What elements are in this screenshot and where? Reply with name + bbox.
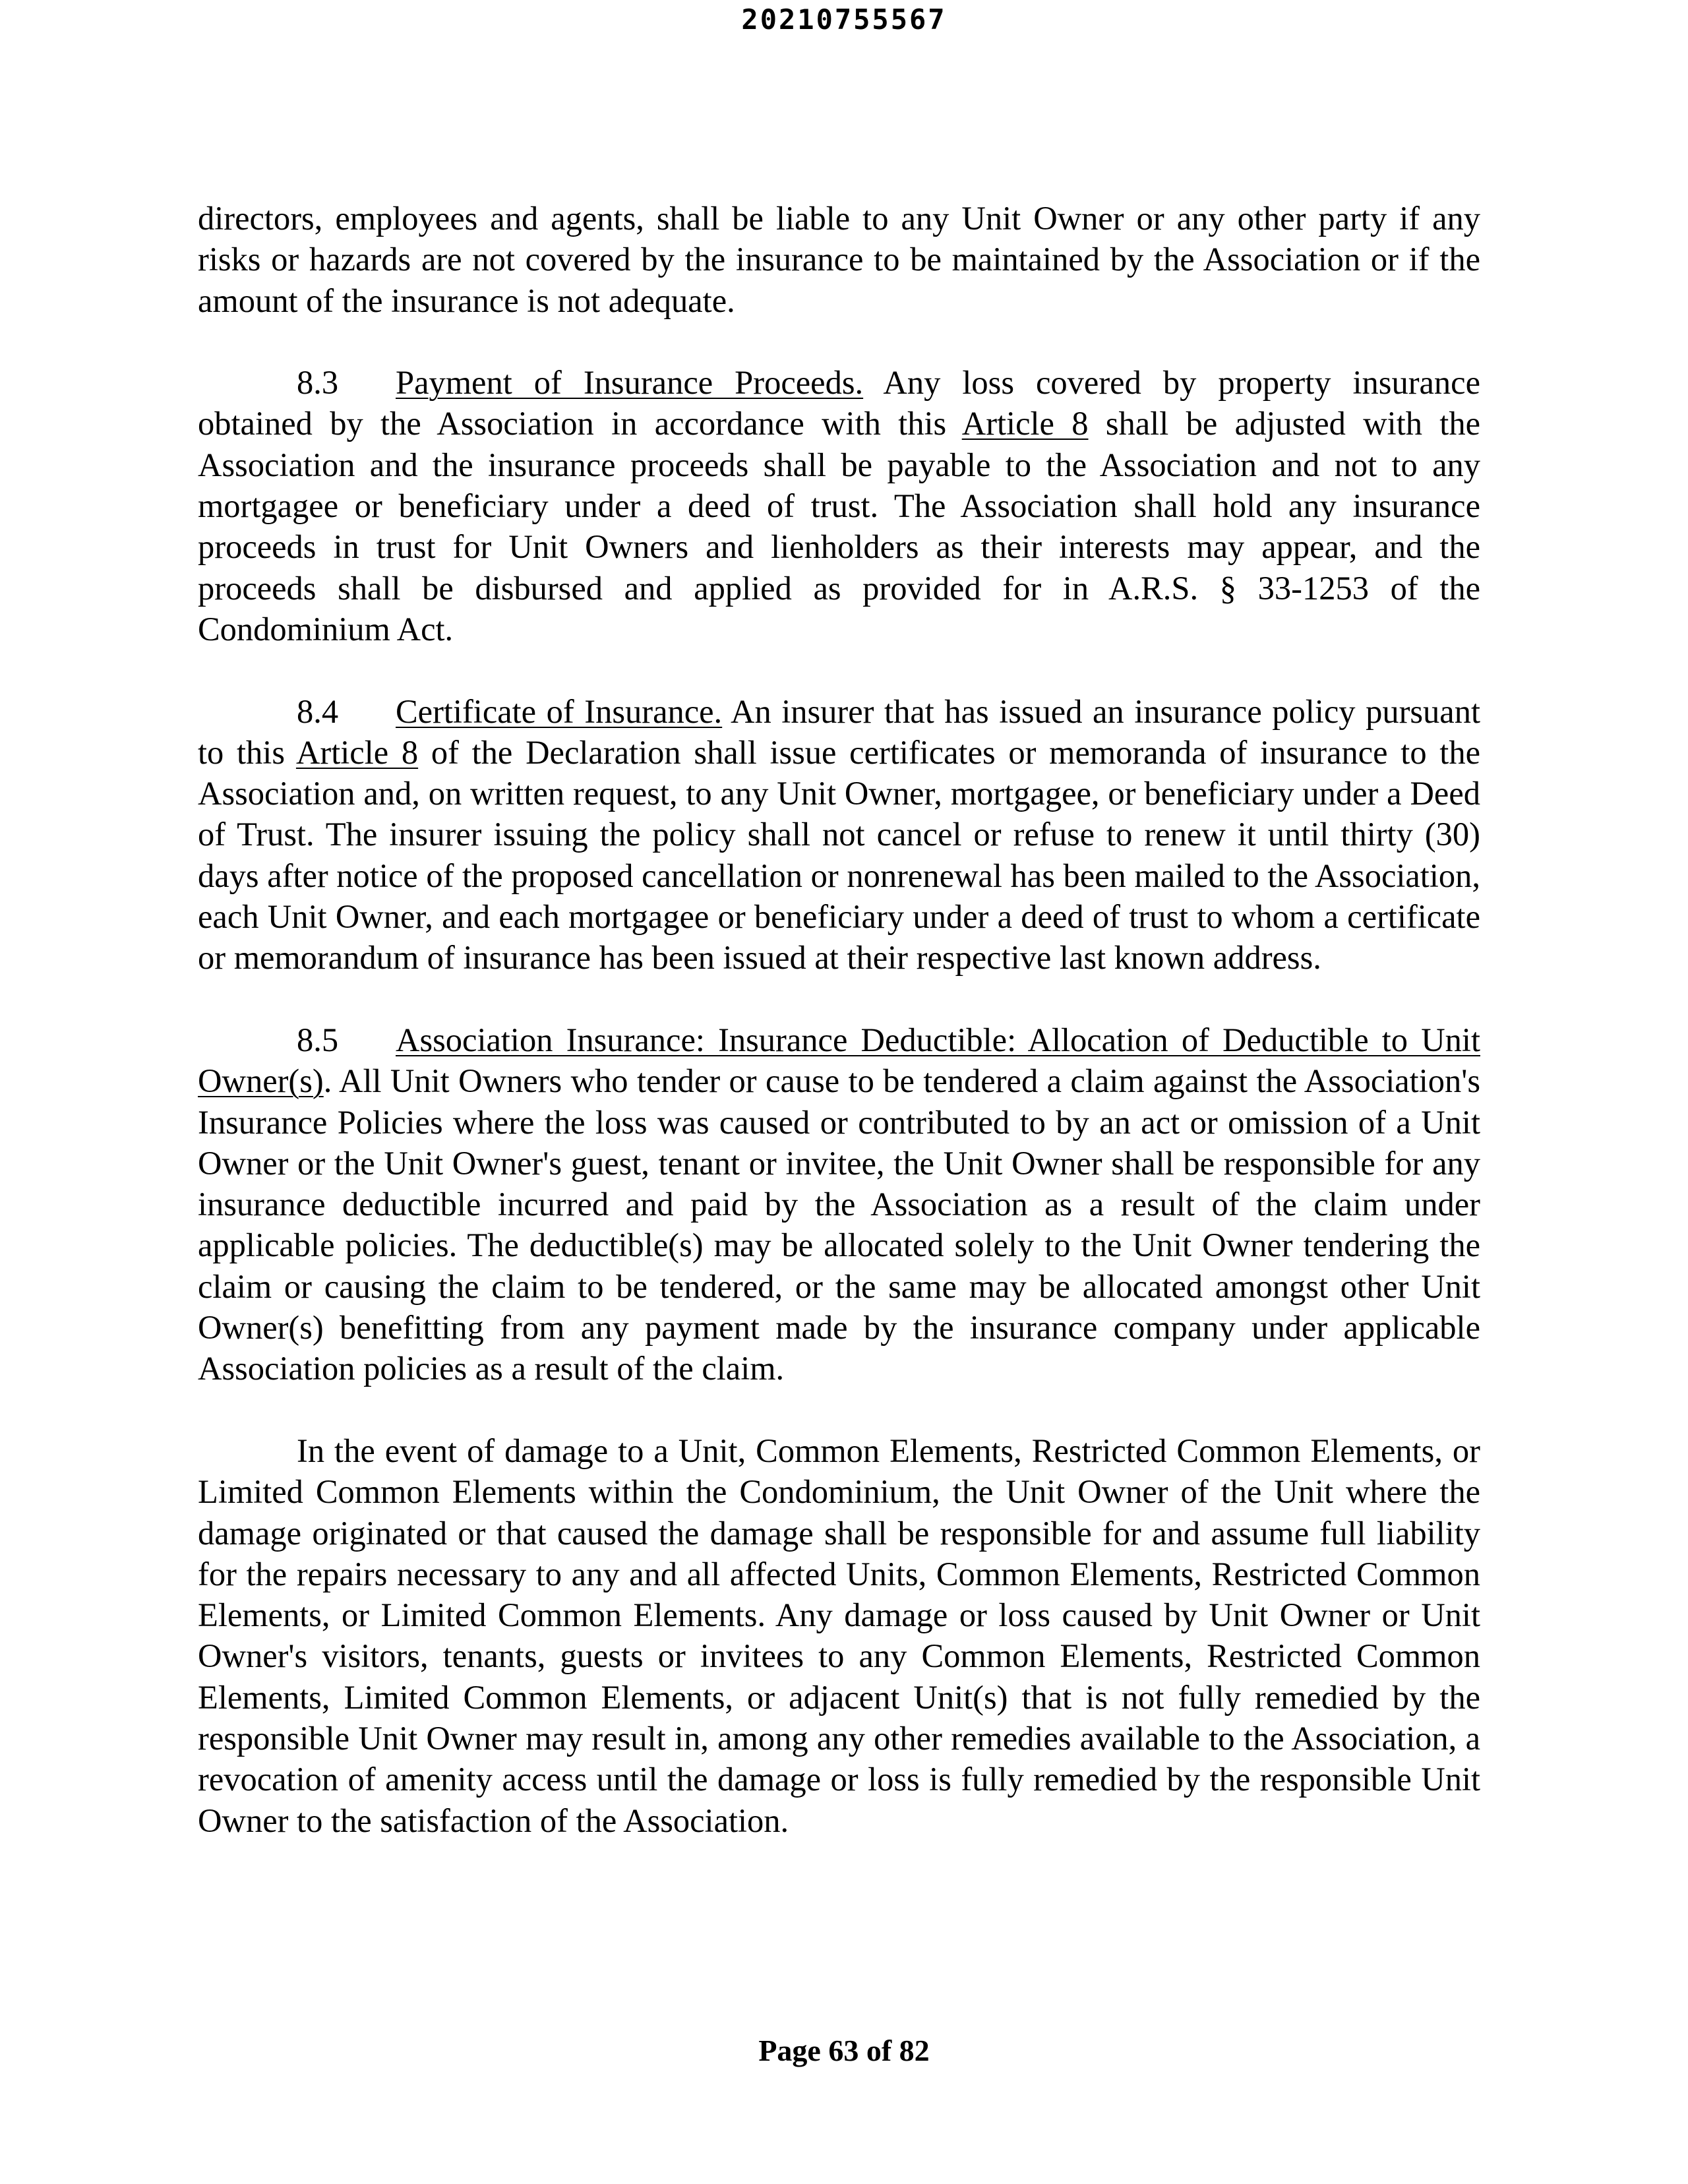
section-8-4 bbox=[198, 691, 1480, 979]
paragraph-text: In the event of damage to a Unit, Common Elements, Restricted Common Elements, or Limited Common Elements within the Condominium, the Unit Owner of the Unit where the damage originated or that caused the damage shall be responsible for and assume full liability for the repairs necessary to any and all affected Units, Common Elements, Restricted Common Elements, or Limited Common Elements. Any damage or loss caused by Unit Owner or Unit Owner's visitors, tenants, guests or invitees to any Common Elements, Restricted Common Elements, Limited Common Elements, or adjacent Unit(s) that is not fully remedied by the responsible Unit Owner may result in, among any other remedies available to the Association, a revocation of amenity access until the damage or loss is fully remedied by the responsible Unit Owner to the satisfaction of the Association. bbox=[198, 1432, 1480, 1839]
section-text: shall be adjusted with the Association and the insurance proceeds shall be payable to the Association and not to any mortgagee or beneficiary under a deed of trust. The Association shall hold any insurance proceeds in trust for Unit Owners and lienholders as their interests may appear, and the proceeds shall be disbursed and applied as provided for in A.R.S. § 33-1253 of the Condominium Act. bbox=[198, 405, 1481, 648]
damage-liability-paragraph bbox=[198, 1430, 1480, 1841]
section-8-3 bbox=[198, 362, 1480, 650]
page-number: Page 63 of 82 bbox=[758, 2034, 930, 2067]
document-number: 20210755567 bbox=[741, 3, 947, 36]
section-heading: Association Insurance: Insurance Deductible: Allocation of Deductible to Unit Owner(s) bbox=[198, 1021, 1480, 1100]
section-text: Any loss covered by property insurance obtained by the Association in accordance with this bbox=[198, 364, 1481, 442]
section-text: . All Unit Owners who tender or cause to be tendered a claim against the Association's Insurance Policies where the loss was caused or contributed to by an act or omission of a Unit Owner or the Unit Owner's guest, tenant or invitee, the Unit Owner shall be responsible for any insurance deductible incurred and paid by the Association as a result of the claim under applicable policies. The deductible(s) may be allocated solely to the Unit Owner tendering the claim or causing the claim to be tendered, or the same may be allocated amongst other Unit Owner(s) benefitting from any payment made by the insurance company under applicable Association policies as a result of the claim. bbox=[198, 1062, 1480, 1387]
section-heading: Certificate of Insurance. bbox=[396, 692, 723, 730]
section-8-5 bbox=[198, 1019, 1480, 1389]
section-number: 8.3 bbox=[297, 364, 339, 402]
section-number: 8.5 bbox=[297, 1021, 339, 1058]
continuation-paragraph bbox=[198, 198, 1480, 321]
article-reference: Article 8 bbox=[961, 405, 1089, 442]
paragraph-text: directors, employees and agents, shall be liable to any Unit Owner or any other party if any risks or hazards are not covered by the insurance to be maintained by the Association or if the amount of the insurance is not adequate. bbox=[198, 200, 1480, 319]
article-reference: Article 8 bbox=[295, 733, 419, 771]
document-body bbox=[198, 198, 1480, 1841]
section-heading: Payment of Insurance Proceeds. bbox=[396, 364, 864, 402]
section-text: of the Declaration shall issue certificates or memoranda of insurance to the Association and, on written request, to any Unit Owner, mortgagee, or beneficiary under a Deed of Trust. The insurer issuing the policy shall not cancel or refuse to renew it until thirty (30) days after notice of the proposed cancellation or nonrenewal has been mailed to the Association, each Unit Owner, and each mortgagee or beneficiary under a deed of trust to whom a certificate or memorandum of insurance has been issued at their respective last known address. bbox=[198, 733, 1480, 977]
section-number: 8.4 bbox=[297, 692, 339, 730]
section-text: An insurer that has issued an insurance policy pursuant to this bbox=[198, 692, 1480, 771]
